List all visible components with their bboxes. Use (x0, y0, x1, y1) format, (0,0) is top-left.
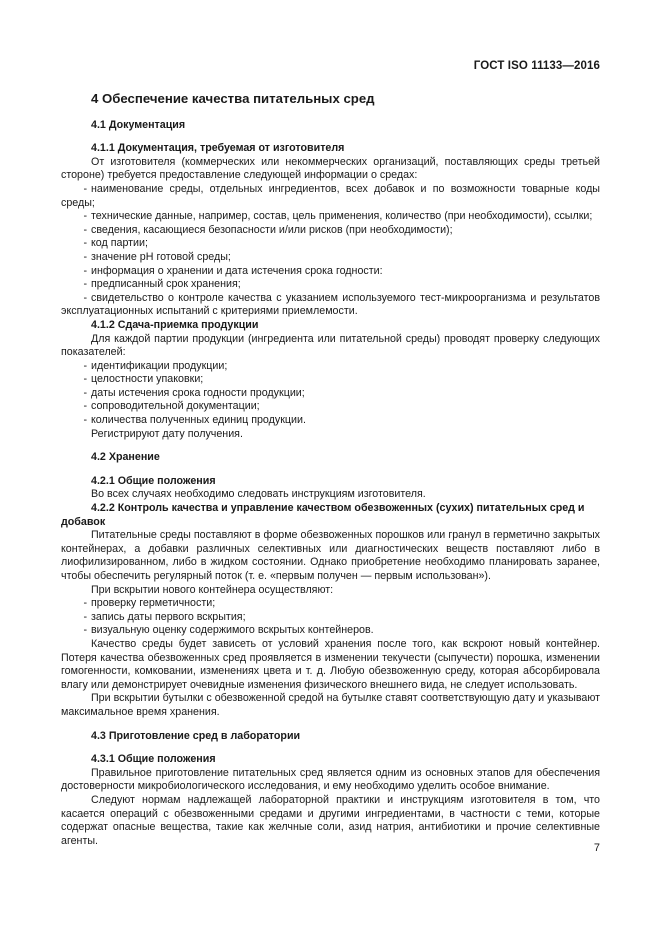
list-item: - значение pH готовой среды; (83, 250, 231, 263)
list-item: - код партии; (83, 237, 148, 250)
standard-header: ГОСТ ISO 11133—2016 (473, 60, 600, 72)
list-item: - сопроводительной документации; (83, 400, 260, 413)
paragraph: Следуют нормам надлежащей лабораторной практики и инструкциям изготовителя в том, что касается операций с обезвоженными средами и другими ингредиентами, в частности с теми, которые содержат опасные вещества, такие как желчные соли, азид натрия, антибиотики и прочие селективные агенты. (61, 793, 600, 847)
list-item: - идентификации продукции; (83, 359, 228, 372)
page-number: 7 (593, 842, 600, 854)
list-item: - визуальную оценку содержимого вскрытых контейнеров. (83, 624, 374, 637)
paragraph: При вскрытии бутылки с обезвоженной средой на бутылке ставят соответствующую дату и указывают максимальное время хранения. (61, 692, 600, 718)
paragraph: Регистрируют дату получения. (91, 427, 243, 440)
list-item: - целостности упаковки; (83, 373, 204, 386)
section-4-1-2-title: 4.1.2 Сдача-приемка продукции (91, 318, 259, 331)
document-body (61, 88, 600, 848)
list-item: - информация о хранении и дата истечения срока годности: (83, 264, 383, 277)
section-4-2-2-title: 4.2.2 Контроль качества и управление качеством обезвоженных (сухих) питательных сред и добавок (61, 502, 585, 528)
paragraph: При вскрытии нового контейнера осуществляют: (91, 583, 334, 596)
section-4-3-1-title: 4.3.1 Общие положения (91, 753, 216, 766)
section-4-1-1-title: 4.1.1 Документация, требуемая от изготовителя (91, 142, 345, 155)
list-item: - проверку герметичности; (83, 597, 216, 610)
paragraph: Для каждой партии продукции (ингредиента или питательной среды) проводят проверку следующих показателей: (61, 332, 600, 359)
list-item: - количества полученных единиц продукции. (83, 414, 306, 427)
list-item: - наименование среды, отдельных ингредиентов, всех добавок и по возможности товарные коды среды; (61, 182, 600, 209)
section-4-2-title: 4.2 Хранение (91, 451, 160, 464)
list-item: - сведения, касающиеся безопасности и/или рисков (при необходимости); (83, 223, 453, 236)
paragraph: Во всех случаях необходимо следовать инструкциям изготовителя. (91, 488, 426, 501)
paragraph: От изготовителя (коммерческих или некоммерческих организаций, поставляющих среды третьей стороне) требуется предоставление следующей информации о средах: (61, 155, 600, 182)
list-item: - запись даты первого вскрытия; (83, 610, 246, 623)
section-4-title: 4 Обеспечение качества питательных сред (91, 91, 375, 106)
section-4-1-title: 4.1 Документация (91, 118, 186, 131)
paragraph: Правильное приготовление питательных сред является одним из основных этапов для обеспечения достоверности микробиологического исследования, и ему необходимо уделить особое внимание. (61, 766, 600, 793)
list-item: - даты истечения срока годности продукции; (83, 386, 305, 399)
list-item: - предписанный срок хранения; (83, 278, 241, 291)
paragraph: Качество среды будет зависеть от условий хранения после того, как вскроют новый контейнер. Потеря качества обезвоженных сред проявляется в изменении текучести (сыпучести) порошка, изменении гомогенности, комковании, изменениях цвета и т. д. Любую обезвоженную среду, которая абсорбировала влагу или демонстрирует очевидные изменения физического внешнего вида, не следует использовать. (61, 637, 600, 691)
paragraph: Питательные среды поставляют в форме обезвоженных порошков или гранул в герметично закрытых контейнерах, а добавки различных селективных или диагностических веществ поставляют либо в лиофилизированном, либо в жидком состоянии. Однако приобретение необходимо планировать заранее, чтобы обеспечить регулярный поток (т. е. «первым получен — первым использован»). (61, 529, 600, 582)
section-4-3-title: 4.3 Приготовление сред в лаборатории (91, 729, 301, 742)
section-4-2-1-title: 4.2.1 Общие положения (91, 474, 216, 487)
list-item: - свидетельство о контроле качества с указанием используемого тест-микроорганизма и результатов эксплуатационных испытаний с критериями приемлемости. (61, 291, 600, 318)
list-item: - технические данные, например, состав, цель применения, количество (при необходимости), ссылки; (83, 210, 593, 223)
